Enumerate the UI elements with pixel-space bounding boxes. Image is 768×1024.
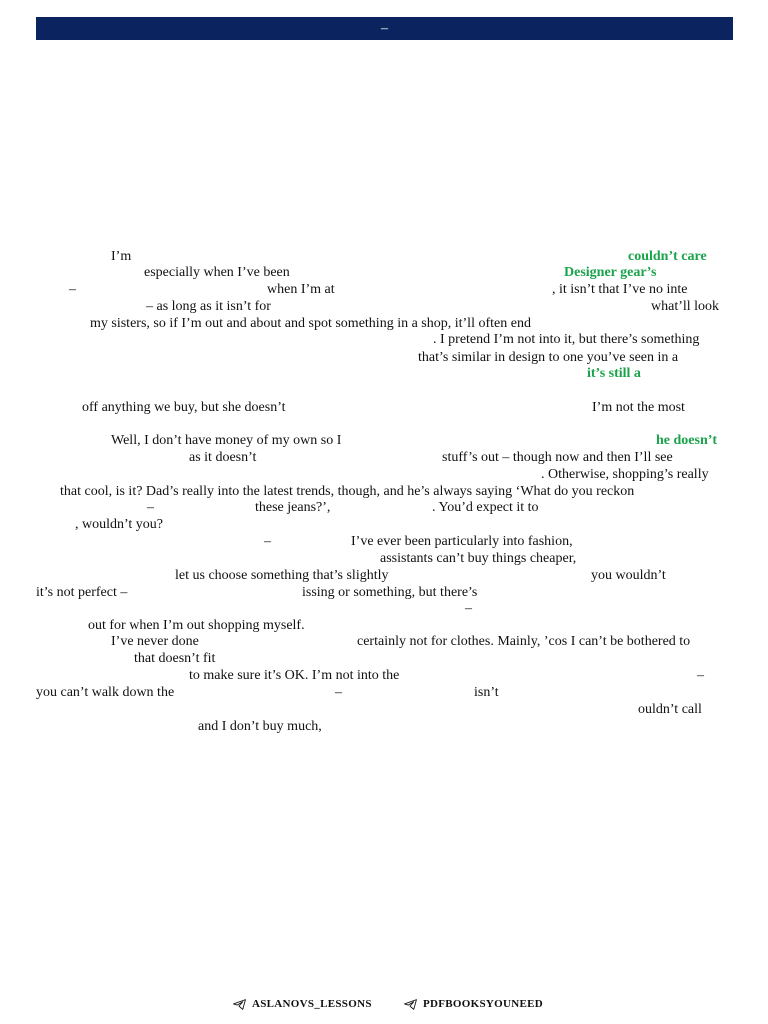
highlighted-fragment: couldn’t care	[628, 249, 707, 264]
text-fragment: , it isn’t that I’ve no inte	[552, 282, 688, 297]
header-bar	[36, 17, 733, 40]
text-fragment: isn’t	[474, 685, 499, 700]
text-fragment: out for when I’m out shopping myself.	[88, 618, 305, 633]
text-fragment: certainly not for clothes. Mainly, ’cos I can’t be bothered to	[357, 634, 691, 649]
text-fragment: assistants can’t buy things cheaper,	[380, 551, 577, 566]
highlighted-fragment: it’s still a	[587, 366, 641, 381]
text-fragment: , wouldn’t you?	[75, 517, 164, 532]
text-fragment: these jeans?’,	[255, 500, 331, 515]
text-fragment: let us choose something that’s slightly	[175, 568, 389, 583]
text-fragment: that doesn’t fit	[134, 651, 216, 666]
text-fragment: I’m	[111, 249, 132, 264]
text-fragment: that’s similar in design to one you’ve seen in a	[418, 350, 679, 365]
header-title: –	[381, 20, 388, 36]
text-fragment: you can’t walk down the	[36, 685, 175, 700]
footer-link-left[interactable]	[233, 998, 372, 1010]
text-fragment: . I pretend I’m not into it, but there’s something	[433, 332, 700, 347]
text-fragment: especially when I’ve been	[144, 265, 290, 280]
text-fragment: . Otherwise, shopping’s really	[541, 467, 709, 482]
text-fragment: . You’d expect it to	[432, 500, 539, 515]
highlighted-fragment: Designer gear’s	[564, 265, 657, 280]
text-fragment: you wouldn’t	[591, 568, 666, 583]
text-fragment: I’ve ever been particularly into fashion,	[351, 534, 573, 549]
footer-left-label: ASLANOVS_LESSONS	[252, 998, 372, 1010]
text-fragment: what’ll look	[651, 299, 720, 314]
text-fragment: my sisters, so if I’m out and about and spot something in a shop, it’ll often end	[90, 316, 531, 331]
text-fragment: Well, I don’t have money of my own so I	[111, 433, 342, 448]
text-fragment: off anything we buy, but she doesn’t	[82, 400, 286, 415]
text-fragment: issing or something, but there’s	[302, 585, 478, 600]
text-fragment: ouldn’t call	[638, 702, 702, 717]
text-fragment: as it doesn’t	[189, 450, 257, 465]
text-fragment: – as long as it isn’t for	[146, 299, 271, 314]
text-fragment: –	[335, 685, 342, 700]
footer-right-label: PDFBOOKSYOUNEED	[423, 998, 544, 1010]
text-fragment: stuff’s out – though now and then I’ll see	[442, 450, 673, 465]
text-fragment: I’m not the most	[592, 400, 685, 415]
text-fragment: to make sure it’s OK. I’m not into the	[189, 668, 400, 683]
text-fragment: when I’m at	[267, 282, 335, 297]
telegram-plane-icon	[404, 999, 417, 1010]
text-fragment: and I don’t buy much,	[198, 719, 322, 734]
text-fragment: that cool, is it? Dad’s really into the latest trends, though, and he’s always saying ‘What do you reckon	[60, 484, 635, 499]
text-fragment: –	[697, 668, 704, 683]
telegram-plane-icon	[233, 999, 246, 1010]
text-fragment: –	[465, 601, 472, 616]
text-fragment: –	[147, 500, 154, 515]
highlighted-fragment: he doesn’t	[656, 433, 718, 448]
text-fragment: –	[264, 534, 271, 549]
footer	[0, 998, 768, 1016]
text-fragment: it’s not perfect –	[36, 585, 128, 600]
footer-link-right[interactable]	[404, 998, 543, 1010]
text-fragment: I’ve never done	[111, 634, 199, 649]
text-fragment: –	[69, 282, 76, 297]
